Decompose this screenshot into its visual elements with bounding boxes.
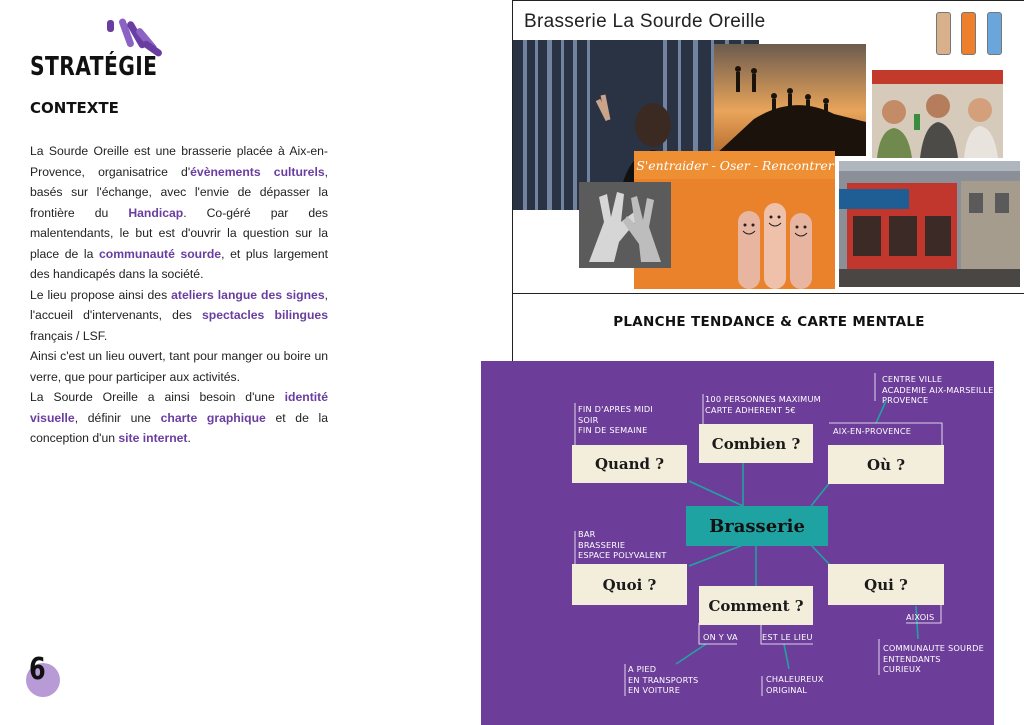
note-comment-a: ON Y VA — [703, 632, 738, 642]
paragraph-text: et de la conception d'un — [30, 410, 328, 445]
context-paragraph — [30, 141, 328, 285]
paragraph-text: Le lieu propose ainsi des — [30, 287, 172, 302]
node-combien: Combien ? — [699, 424, 813, 463]
paragraph-text: , l'accueil d'intervenants, des — [30, 287, 329, 322]
paragraph-text: , et plus largement des handicapés dans la société. — [30, 246, 329, 281]
context-body-text — [30, 141, 328, 449]
photo-brasserie-storefront — [839, 161, 1020, 287]
highlighted-keyword: ateliers langue des signes — [171, 287, 325, 302]
note-comment-b: EST LE LIEU — [762, 632, 813, 642]
mind-map-center: Brasserie — [686, 506, 828, 546]
context-paragraph — [30, 346, 328, 387]
photo-silhouettes-sunset — [714, 44, 866, 156]
node-comment: Comment ? — [699, 586, 813, 625]
color-swatch-beige — [936, 12, 951, 55]
highlighted-keyword: communauté sourde — [99, 246, 222, 261]
note-quoi: BAR BRASSERIE ESPACE POLYVALENT — [578, 529, 667, 561]
paragraph-text: La Sourde Oreille a ainsi besoin d'une — [30, 390, 285, 404]
highlighted-keyword: charte graphique — [160, 410, 266, 425]
node-quoi: Quoi ? — [572, 564, 687, 605]
section-title: STRATÉGIE — [30, 52, 158, 82]
paragraph-text: . — [187, 431, 191, 445]
node-ou: Où ? — [828, 445, 944, 484]
section-title-moodboard-mindmap: PLANCHE TENDANCE & CARTE MENTALE — [613, 314, 925, 330]
moodboard-title: Brasserie La Sourde Oreille — [524, 11, 766, 32]
note-comment-b-detail: CHALEUREUX ORIGINAL — [766, 674, 824, 695]
note-qui-detail: COMMUNAUTE SOURDE ENTENDANTS CURIEUX — [883, 643, 984, 675]
moodboard-slogan: S'entraider - Oser - Rencontrer — [636, 158, 834, 173]
note-comment-a-detail: A PIED EN TRANSPORTS EN VOITURE — [628, 664, 699, 696]
node-qui: Qui ? — [828, 564, 944, 605]
mind-map — [481, 361, 994, 725]
paragraph-text: français / LSF. — [30, 328, 108, 343]
note-quand: FIN D'APRES MIDI SOIR FIN DE SEMAINE — [578, 404, 654, 436]
paragraph-text: , définir une — [74, 410, 161, 425]
photo-friends-bar — [872, 70, 1003, 158]
color-swatch-blue — [987, 12, 1002, 55]
subheading: CONTEXTE — [30, 99, 119, 117]
note-ou-detail: CENTRE VILLE ACADEMIE AIX-MARSEILLE PROVENCE — [882, 374, 994, 406]
node-quand: Quand ? — [572, 445, 687, 483]
note-combien: 100 PERSONNES MAXIMUM CARTE ADHERENT 5€ — [705, 394, 821, 415]
highlighted-keyword: identité visuelle — [30, 390, 328, 425]
paragraph-text: La Sourde Oreille est une brasserie placée à Aix-en-Provence, organisatrice d' — [30, 144, 328, 179]
paragraph-text: , basés sur l'échange, avec l'envie de dépasser la frontière du — [30, 164, 328, 220]
highlighted-keyword: spectacles bilingues — [202, 308, 328, 322]
right-page — [512, 0, 1024, 725]
highlighted-keyword: site internet — [118, 431, 188, 445]
paragraph-text: Ainsi c'est un lieu ouvert, tant pour manger ou boire un verre, que pour participer aux activités. — [30, 349, 328, 384]
highlighted-keyword: Handicap — [128, 205, 184, 220]
note-qui-label: AIXOIS — [906, 612, 935, 622]
page-number: 6 — [29, 652, 46, 687]
paragraph-text: . Co-géré par des malentendants, le but est d'ouvrir la question sur la place de la — [30, 205, 328, 261]
note-ou-label: AIX-EN-PROVENCE — [833, 426, 912, 436]
photo-hands-sculpture — [579, 182, 671, 268]
highlighted-keyword: évènements culturels — [190, 164, 325, 179]
moodboard — [513, 0, 1024, 294]
color-swatch-orange — [961, 12, 976, 55]
context-paragraph — [30, 387, 328, 449]
context-paragraph — [30, 285, 328, 347]
